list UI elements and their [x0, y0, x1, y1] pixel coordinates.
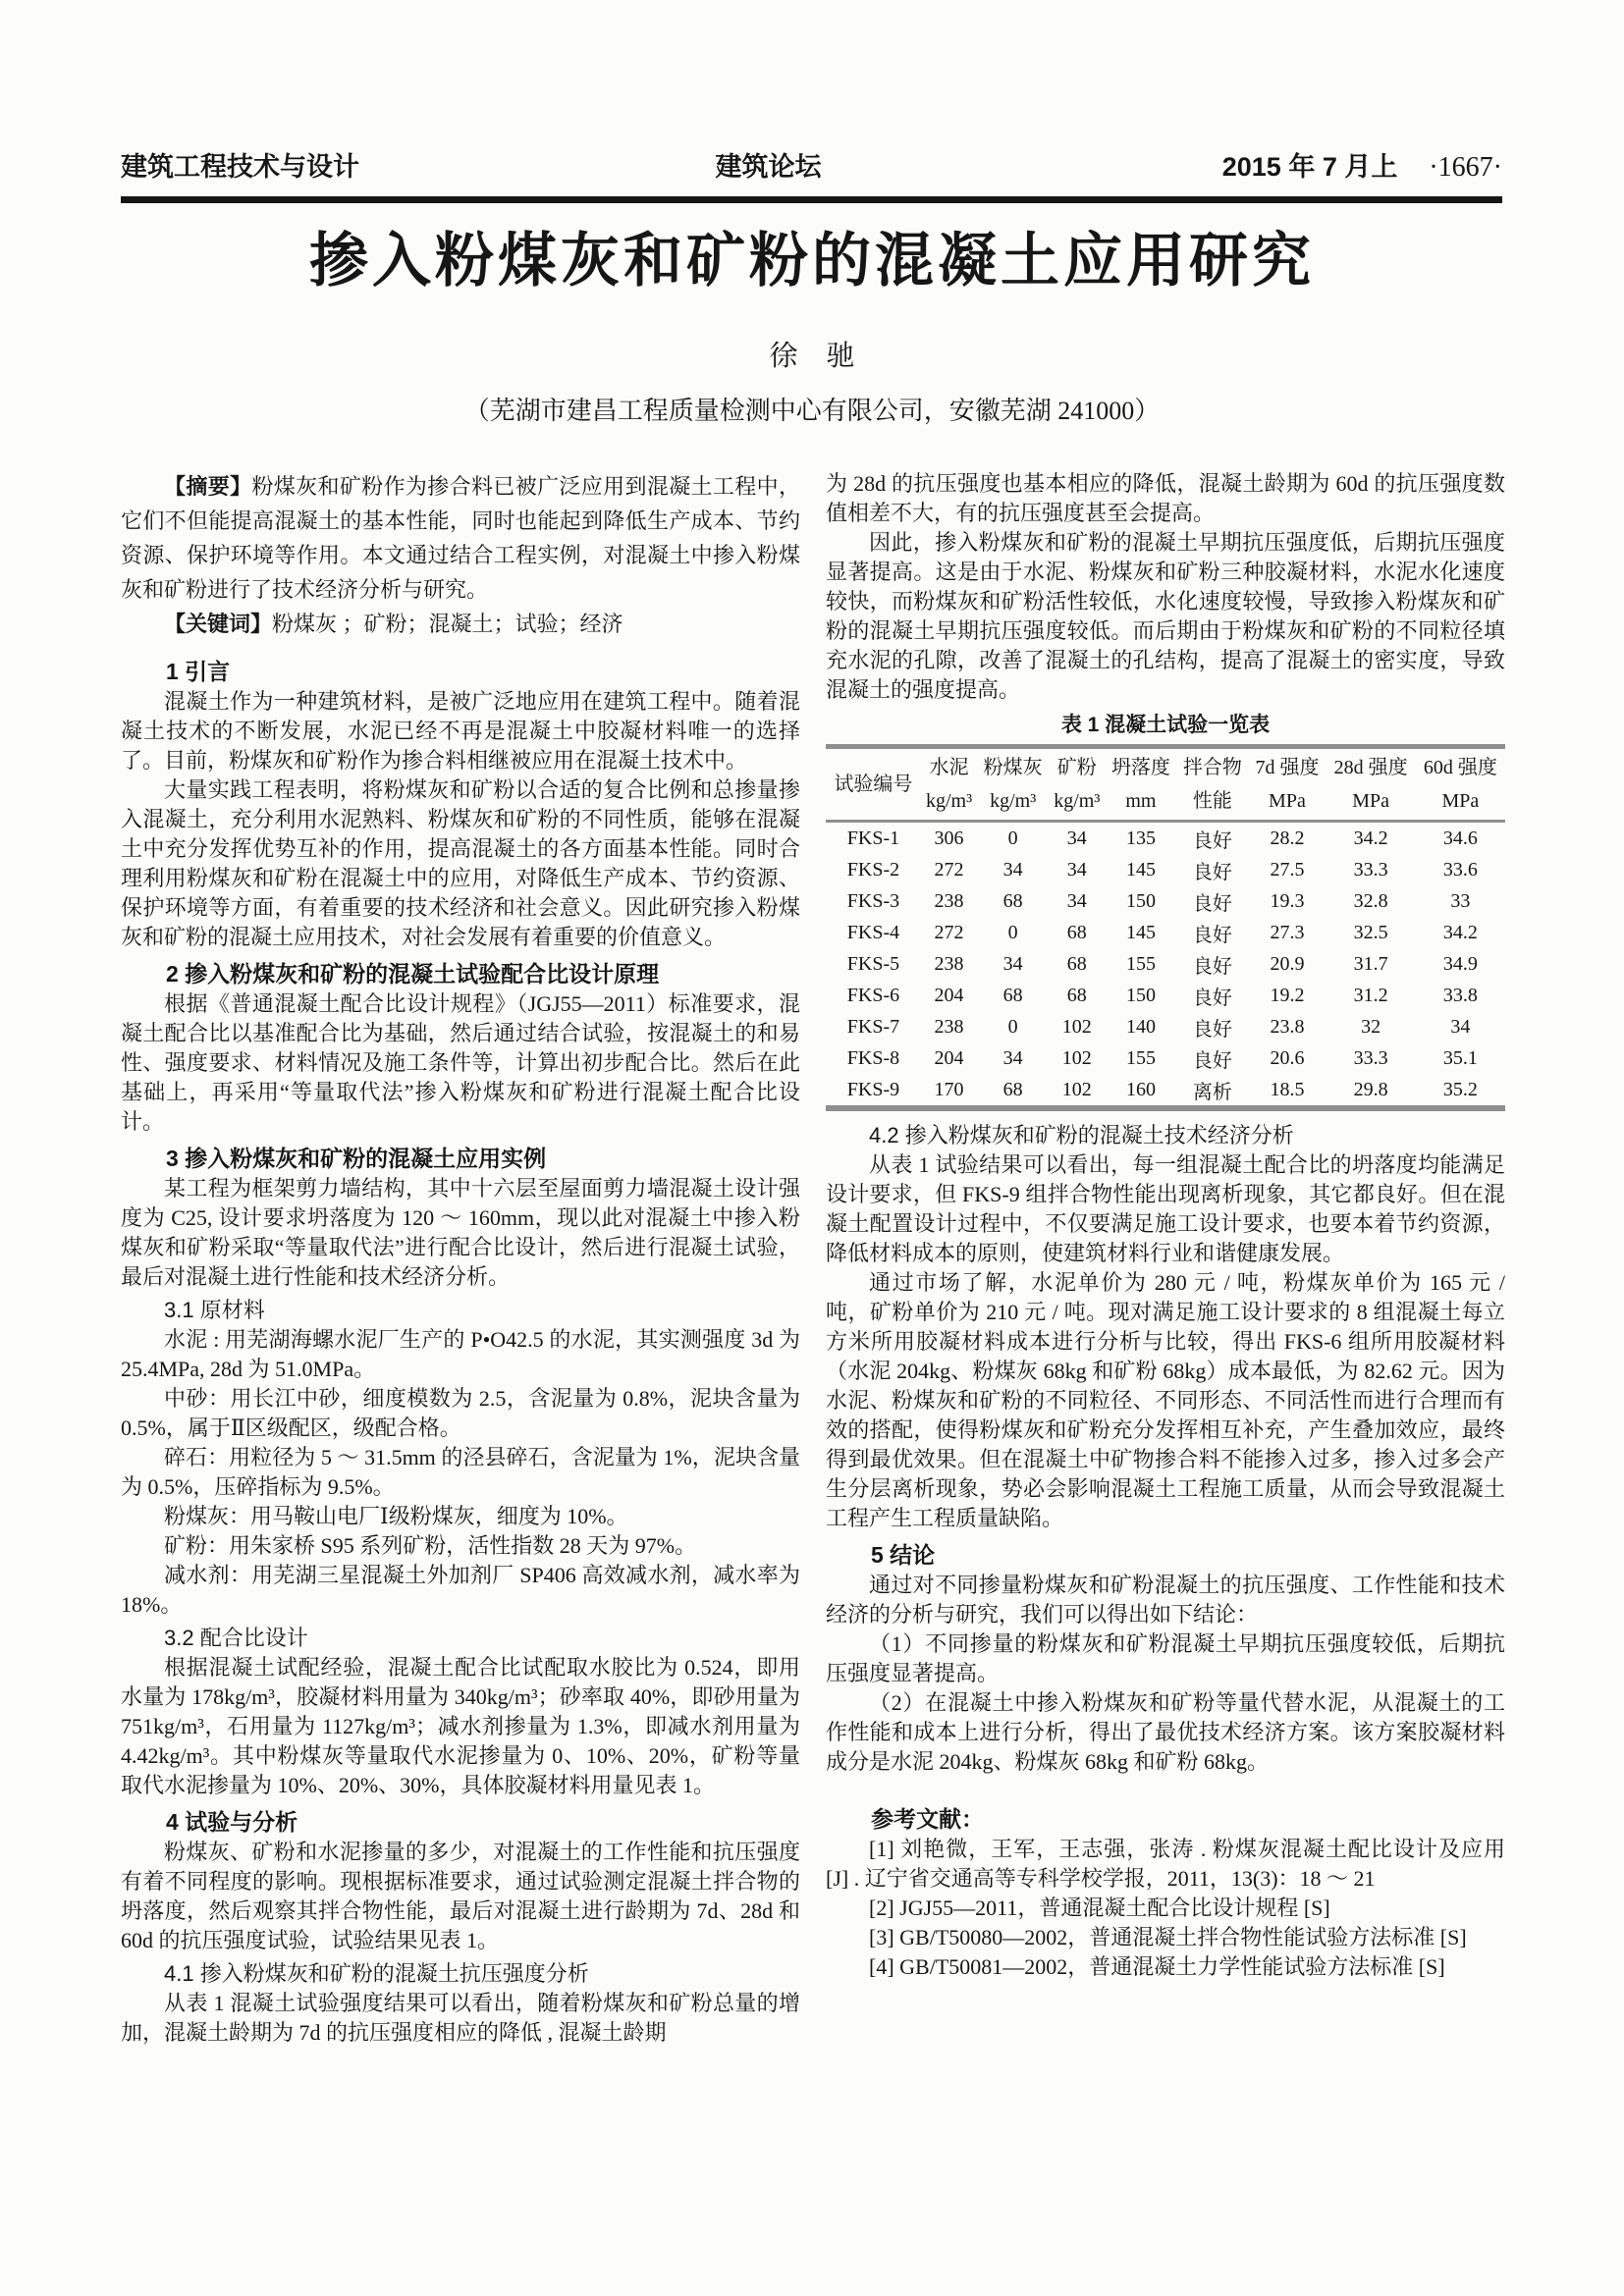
table-row — [826, 885, 1505, 917]
paragraph: 减水剂：用芜湖三星混凝土外加剂厂 SP406 高效减水剂，减水率为 18%。 — [121, 1563, 800, 1617]
paragraph: 混凝土作为一种建筑材料，是被广泛地应用在建筑工程中。随着混凝土技术的不断发展，水泥已经不再是混凝土中胶凝材料唯一的选择了。目前，粉煤灰和矿粉作为掺合料相继被应用在混凝土技术中。 — [121, 689, 800, 773]
value-cell: 102 — [1061, 1046, 1092, 1069]
value-cell: 33.6 — [1442, 858, 1478, 881]
value-cell: 150 — [1125, 889, 1156, 912]
paragraph: （1）不同掺量的粉煤灰和矿粉混凝土早期抗压强度较低，后期抗压强度显著提高。 — [826, 1631, 1505, 1685]
column-header-flyash: 粉煤灰 kg/m³ — [983, 757, 1043, 812]
table-header-row — [826, 747, 1505, 822]
value-cell: 33 — [1450, 889, 1471, 912]
issue-date: 2015 年 7 月上 — [1221, 152, 1398, 182]
value-cell: 32.5 — [1353, 921, 1388, 943]
keywords-paragraph — [121, 607, 800, 641]
value-cell: 68 — [1066, 984, 1087, 1006]
value-cell: 34 — [1066, 889, 1087, 912]
paragraph: 从表 1 试验结果可以看出，每一组混凝土配合比的坍落度均能满足设计要求，但 FKS-9 组拌合物性能出现离析现象，其它都良好。但在混凝土配置设计过程中，不仅要满足施工设计要求，也要本着节约资源，降低材料成本的原则，使建筑材料行业和谐健康发展。 — [826, 1152, 1505, 1265]
page-header — [121, 145, 1502, 184]
references-heading: 参考文献： — [871, 1806, 984, 1832]
value-cell: 34.6 — [1442, 827, 1478, 849]
value-cell: 68 — [1002, 889, 1023, 912]
author-affiliation: （芜湖市建昌工程质量检测中心有限公司，安徽芜湖 241000） — [463, 397, 1161, 425]
reference-item: [4] GB/T50081—2002，普通混凝土力学性能试验方法标准 [S] — [869, 1954, 1445, 1979]
value-cell: 良好 — [1192, 861, 1232, 883]
value-cell: 102 — [1061, 1015, 1092, 1038]
subsection-heading-4-1: 4.1 掺入粉煤灰和矿粉的混凝土抗压强度分析 — [164, 1961, 589, 1986]
paragraph: 通过市场了解，水泥单价为 280 元 / 吨，粉煤灰单价为 165 元 / 吨，矿粉单价为 210 元 / 吨。现对满足施工设计要求的 8 组混凝土每立方米所用胶凝材料成本进行分析与比较，得出 FKS-6 组所用胶凝材料（水泥 204kg、粉煤灰 68kg 和矿粉 68kg）成本最低，为 82.62 元。因为水泥、粉煤灰和矿粉的不同粒径、不同形态、不同活性而进行合理而有效的搭配，使得粉煤灰和矿粉充分发挥相互补充，产生叠加效应，最终得到最优效果。但在混凝土中矿物掺合料不能掺入过多，掺入过多会产生分层离析现象，势必会影响混凝土工程施工质量，从而会导致混凝土工程产生工程质量缺陷。 — [826, 1270, 1505, 1530]
value-cell: 150 — [1125, 984, 1156, 1006]
table-row — [826, 917, 1505, 948]
table-row — [826, 1042, 1505, 1074]
paragraph: 碎石：用粒径为 5 ～ 31.5mm 的泾县碎石，含泥量为 1%，泥块含量为 0.5%，压碎指标为 9.5%。 — [121, 1445, 800, 1499]
value-cell: 102 — [1061, 1078, 1092, 1100]
section-heading-2: 2 掺入粉煤灰和矿粉的混凝土试验配合比设计原理 — [166, 961, 660, 987]
value-cell: 0 — [1007, 921, 1018, 943]
value-cell: 135 — [1125, 827, 1156, 849]
results-table-body — [826, 822, 1505, 1109]
value-cell: 良好 — [1192, 1018, 1232, 1041]
paragraph: 水泥 : 用芜湖海螺水泥厂生产的 P•O42.5 的水泥，其实测强度 3d 为 25.4MPa, 28d 为 51.0MPa。 — [121, 1327, 800, 1381]
paragraph: 粉煤灰：用马鞍山电厂Ⅰ级粉煤灰，细度为 10%。 — [164, 1504, 628, 1528]
test-id-cell: FKS-3 — [846, 889, 900, 912]
paragraph: 通过对不同掺量粉煤灰和矿粉混凝土的抗压强度、工作性能和技术经济的分析与研究，我们可以得出如下结论： — [826, 1573, 1505, 1627]
journal-title: 建筑工程技术与设计 — [121, 152, 359, 182]
value-cell: 良好 — [1192, 987, 1232, 1009]
value-cell: 204 — [934, 1046, 964, 1069]
value-cell: 31.7 — [1353, 952, 1388, 975]
keywords-label: 【关键词】 — [164, 612, 273, 636]
value-cell: 68 — [1002, 984, 1023, 1006]
column-header-test-id: 试验编号 — [834, 774, 913, 795]
test-id-cell: FKS-1 — [846, 827, 900, 849]
reference-item: [3] GB/T50080—2002，普通混凝土拌合物性能试验方法标准 [S] — [869, 1925, 1467, 1949]
value-cell: 306 — [934, 827, 964, 849]
test-id-cell: FKS-7 — [846, 1015, 900, 1038]
results-table — [826, 744, 1505, 1111]
value-cell: 29.8 — [1353, 1078, 1388, 1100]
value-cell: 34 — [1002, 952, 1023, 975]
value-cell: 31.2 — [1353, 984, 1388, 1006]
value-cell: 170 — [934, 1078, 964, 1100]
abstract-label: 【摘要】 — [164, 474, 252, 499]
value-cell: 34.9 — [1442, 952, 1478, 975]
value-cell: 238 — [934, 952, 964, 975]
value-cell: 离析 — [1192, 1081, 1232, 1103]
value-cell: 145 — [1125, 858, 1156, 881]
value-cell: 19.3 — [1270, 889, 1305, 912]
value-cell: 35.1 — [1442, 1046, 1478, 1069]
value-cell: 155 — [1125, 952, 1156, 975]
test-id-cell: FKS-4 — [846, 921, 900, 943]
paragraph: 粉煤灰、矿粉和水泥掺量的多少，对混凝土的工作性能和抗压强度有着不同程度的影响。现根据标准要求，通过试验测定混凝土拌合物的坍落度，然后观察其拌合物性能，最后对混凝土进行龄期为 7d、28d 和 60d 的抗压强度试验，试验结果见表 1。 — [121, 1840, 800, 1952]
page-number: ·1667· — [1429, 152, 1502, 183]
column-header-7d-strength: 7d 强度 MPa — [1255, 757, 1320, 812]
paragraph: 某工程为框架剪力墙结构，其中十六层至屋面剪力墙混凝土设计强度为 C25, 设计要求坍落度为 120 ～ 160mm，现以此对混凝土中掺入粉煤灰和矿粉采取“等量取代法”进行配合比设计，然后进行混凝土试验，最后对混凝土进行性能和技术经济分析。 — [121, 1176, 800, 1289]
table-row — [826, 948, 1505, 980]
value-cell: 34 — [1002, 1046, 1023, 1069]
value-cell: 良好 — [1192, 1049, 1232, 1072]
section-heading-5: 5 结论 — [871, 1542, 936, 1568]
header-divider-rule — [121, 196, 1502, 203]
section-heading-4: 4 试验与分析 — [166, 1809, 298, 1835]
value-cell: 68 — [1002, 1078, 1023, 1100]
value-cell: 良好 — [1192, 924, 1232, 946]
table-row — [826, 822, 1505, 855]
value-cell: 140 — [1125, 1015, 1156, 1038]
abstract-block — [121, 469, 800, 641]
column-header-28d-strength: 28d 强度 MPa — [1333, 757, 1408, 812]
value-cell: 34.2 — [1353, 827, 1388, 849]
column-header-slump: 坍落度 mm — [1110, 757, 1170, 812]
test-id-cell: FKS-9 — [846, 1078, 900, 1100]
paragraph: 矿粉：用朱家桥 S95 系列矿粉，活性指数 28 天为 97%。 — [164, 1533, 697, 1558]
article-title: 掺入粉煤灰和矿粉的混凝土应用研究 — [309, 229, 1315, 294]
test-id-cell: FKS-5 — [846, 952, 900, 975]
paragraph: 大量实践工程表明，将粉煤灰和矿粉以合适的复合比例和总掺量掺入混凝土，充分利用水泥熟料、粉煤灰和矿粉的不同性质，能够在混凝土中充分发挥优势互补的作用，提高混凝土的各方面基本性能。同时合理利用粉煤灰和矿粉在混凝土中的应用，对降低生产成本、节约资源、保护环境等方面，有着重要的技术经济和社会意义。因此研究掺入粉煤灰和矿粉的混凝土应用技术，对社会发展有着重要的价值意义。 — [121, 777, 800, 949]
value-cell: 68 — [1066, 921, 1087, 943]
author-name: 徐 驰 — [769, 341, 855, 372]
column-header-cement: 水泥 kg/m³ — [925, 757, 973, 812]
test-id-cell: FKS-2 — [846, 858, 900, 881]
value-cell: 34 — [1066, 827, 1087, 849]
test-id-cell: FKS-8 — [846, 1046, 900, 1069]
value-cell: 23.8 — [1270, 1015, 1305, 1038]
value-cell: 35.2 — [1442, 1078, 1478, 1100]
value-cell: 0 — [1007, 827, 1018, 849]
value-cell: 204 — [934, 984, 964, 1006]
header-right — [984, 145, 1502, 184]
value-cell: 20.6 — [1270, 1046, 1305, 1069]
table-block — [826, 711, 1505, 1111]
table-row — [826, 854, 1505, 885]
reference-item: [1] 刘艳微，王军，王志强，张涛 . 粉煤灰混凝土配比设计及应用 [J] . 辽宁省交通高等专科学校学报，2011，13(3)：18 ～ 21 — [826, 1837, 1505, 1891]
value-cell: 良好 — [1192, 955, 1232, 978]
test-id-cell: FKS-6 — [846, 984, 900, 1006]
value-cell: 145 — [1125, 921, 1156, 943]
value-cell: 良好 — [1192, 892, 1232, 915]
paragraph: 因此，掺入粉煤灰和矿粉的混凝土早期抗压强度低，后期抗压强度显著提高。这是由于水泥、粉煤灰和矿粉三种胶凝材料，水泥水化速度较快，而粉煤灰和矿粉活性较低，水化速度较慢，导致掺入粉煤灰和矿粉的混凝土早期抗压强度较低。而后期由于粉煤灰和矿粉的不同粒径填充水泥的孔隙，改善了混凝土的孔结构，提高了混凝土的密实度，导致混凝土的强度提高。 — [826, 530, 1505, 702]
paragraph: 从表 1 混凝土试验强度结果可以看出，随着粉煤灰和矿粉总量的增加，混凝土龄期为 7d 的抗压强度相应的降低 , 混凝土龄期 — [121, 1991, 800, 2045]
subsection-heading-4-2: 4.2 掺入粉煤灰和矿粉的混凝土技术经济分析 — [869, 1123, 1294, 1148]
table-row — [826, 980, 1505, 1011]
value-cell: 33.8 — [1442, 984, 1478, 1006]
value-cell: 155 — [1125, 1046, 1156, 1069]
value-cell: 68 — [1066, 952, 1087, 975]
section-heading-1: 1 引言 — [166, 659, 231, 684]
value-cell: 34.2 — [1442, 921, 1478, 943]
paragraph: （2）在混凝土中掺入粉煤灰和矿粉等量代替水泥，从混凝土的工作性能和成本上进行分析，得出了最优技术经济方案。该方案胶凝材料成分是水泥 204kg、粉煤灰 68kg 和矿粉 68kg。 — [826, 1690, 1505, 1774]
table-caption: 表 1 混凝土试验一览表 — [1060, 714, 1271, 736]
subsection-heading-3-2: 3.2 配合比设计 — [164, 1626, 308, 1650]
right-column — [826, 469, 1505, 1982]
value-cell: 0 — [1007, 1015, 1018, 1038]
value-cell: 33.3 — [1353, 1046, 1388, 1069]
keywords-text: 粉煤灰 ；矿粉；混凝土；试验；经济 — [272, 612, 623, 636]
value-cell: 272 — [934, 921, 964, 943]
reference-item: [2] JGJ55—2011，普通混凝土配合比设计规程 [S] — [869, 1896, 1330, 1920]
paragraph: 根据《普通混凝土配合比设计规程》（JGJ55—2011）标准要求，混凝土配合比以基准配合比为基础，然后通过结合试验，按混凝土的和易性、强度要求、材料情况及施工条件等，计算出初步配合比。然后在此基础上，再采用“等量取代法”掺入粉煤灰和矿粉进行混凝土配合比设计。 — [121, 991, 800, 1134]
continuation-paragraph: 为 28d 的抗压强度也基本相应的降低，混凝土龄期为 60d 的抗压强度数值相差不大，有的抗压强度甚至会提高。 — [826, 471, 1505, 525]
paragraph: 根据混凝土试配经验，混凝土配合比试配取水胶比为 0.524，即用水量为 178kg/m³，胶凝材料用量为 340kg/m³；砂率取 40%，即砂用量为 751kg/m³，石用量为 1127kg/m³；减水剂掺量为 1.3%，即减水剂用量为 4.42kg/m³。其中粉煤灰等量取代水泥掺量为 0、10%、20%，矿粉等量取代水泥掺量为 10%、20%、30%，具体胶凝材料用量见表 1。 — [121, 1655, 800, 1797]
subsection-heading-3-1: 3.1 原材料 — [164, 1298, 265, 1322]
column-header-mix-performance: 拌合物 性能 — [1182, 757, 1242, 812]
value-cell: 34 — [1066, 858, 1087, 881]
value-cell: 238 — [934, 889, 964, 912]
value-cell: 238 — [934, 1015, 964, 1038]
value-cell: 27.5 — [1270, 858, 1305, 881]
value-cell: 良好 — [1192, 829, 1232, 852]
value-cell: 33.3 — [1353, 858, 1388, 881]
value-cell: 34 — [1002, 858, 1023, 881]
column-header-60d-strength: 60d 强度 MPa — [1423, 757, 1497, 812]
value-cell: 272 — [934, 858, 964, 881]
value-cell: 32 — [1361, 1015, 1381, 1038]
column-header-slag: 矿粉 kg/m³ — [1054, 757, 1101, 812]
section-heading-3: 3 掺入粉煤灰和矿粉的混凝土应用实例 — [166, 1146, 547, 1171]
value-cell: 32.8 — [1353, 889, 1388, 912]
value-cell: 160 — [1125, 1078, 1156, 1100]
journal-column-name: 建筑论坛 — [715, 152, 822, 182]
value-cell: 19.2 — [1270, 984, 1305, 1006]
value-cell: 27.3 — [1270, 921, 1305, 943]
value-cell: 18.5 — [1270, 1078, 1305, 1100]
table-row — [826, 1074, 1505, 1108]
abstract-paragraph — [121, 469, 800, 607]
value-cell: 20.9 — [1270, 952, 1305, 975]
abstract-text: 粉煤灰和矿粉作为掺合料已被广泛应用到混凝土工程中，它们不但能提高混凝土的基本性能，同时也能起到降低生产成本、节约资源、保护环境等作用。本文通过结合工程实例，对混凝土中掺入粉煤灰和矿粉进行了技术经济分析与研究。 — [121, 474, 800, 602]
table-header — [826, 747, 1505, 822]
table-row — [826, 1011, 1505, 1042]
left-column — [121, 469, 800, 2048]
value-cell: 28.2 — [1270, 827, 1305, 849]
value-cell: 34 — [1450, 1015, 1471, 1038]
paragraph: 中砂：用长江中砂，细度模数为 2.5，含泥量为 0.8%，泥块含量为 0.5%，属于Ⅱ区级配区，级配合格。 — [121, 1386, 800, 1440]
